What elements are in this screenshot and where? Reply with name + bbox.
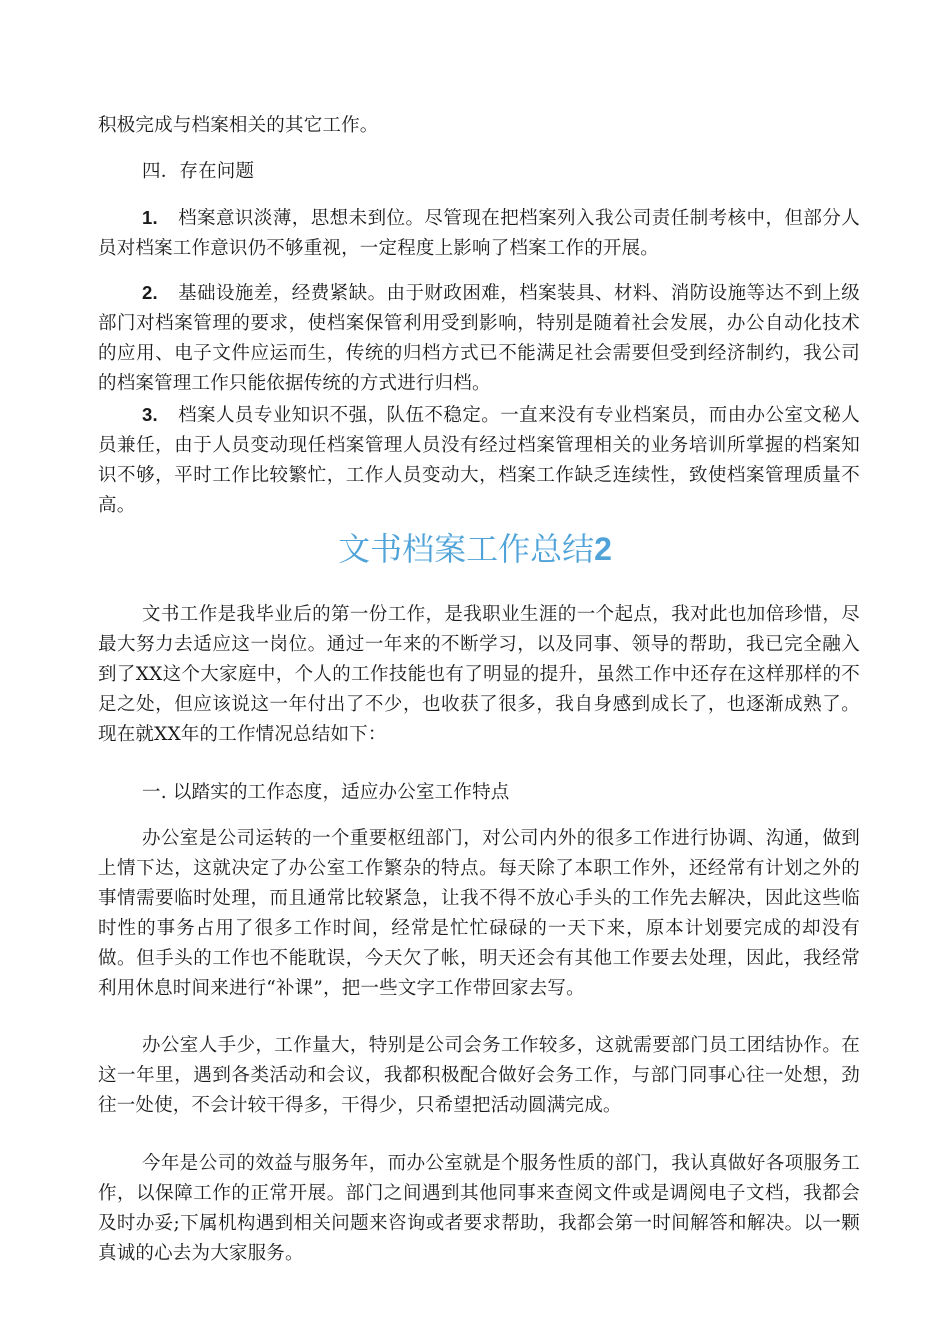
body-paragraph-2: 办公室人手少，工作量大，特别是公司会务工作较多，这就需要部门员工团结协作。在这一年里，遇到各类活动和会议，我都积极配合做好会务工作，与部门同事心往一处想，劲往一处使，不会计较干得多，干得少，只希望把活动圆满完成。 [98,1035,860,1116]
body-paragraph-1: 办公室是公司运转的一个重要枢纽部门，对公司内外的很多工作进行协调、沟通，做到上情下达，这就决定了办公室工作繁杂的特点。每天除了本职工作外，还经常有计划之外的事情需要临时处理，而且通常比较紧急，让我不得不放心手头的工作先去解决，因此这些临时性的事务占用了很多工作时间，经常是忙忙碌碌的一天下来，原本计划要完成的却没有做。但手头的工作也不能耽误，今天欠了帐，明天还会有其他工作要去处理，因此，我经常利用休息时间来进行“补课”，把一些文字工作带回家去写。 [98,828,860,999]
problem-item-3 [98,400,860,521]
title-number: 2 [594,531,612,567]
section-heading-problems: 四．存在问题 [142,161,255,182]
problem-item-1 [98,203,860,264]
title-text: 文书档案工作总结 [338,530,595,568]
item-number: 2. [142,282,158,303]
item-text: 档案人员专业知识不强，队伍不稳定。一直来没有专业档案员，而由办公室文秘人员兼任，由于人员变动现任档案管理人员没有经过档案管理相关的业务培训所掌握的档案知识不够，平时工作比较繁忙，工作人员变动大，档案工作缺乏连续性，致使档案管理质量不高。 [98,405,860,516]
item-text: 基础设施差，经费紧缺。由于财政困难，档案装具、材料、消防设施等达不到上级部门对档案管理的要求，使档案保管利用受到影响，特别是随着社会发展，办公自动化技术的应用、电子文件应运而生，传统的归档方式已不能满足社会需要但受到经济制约，我公司的档案管理工作只能依据传统的方式进行归档。 [98,283,860,394]
body-paragraph-3: 今年是公司的效益与服务年，而办公室就是个服务性质的部门，我认真做好各项服务工作，以保障工作的正常开展。部门之间遇到其他同事来查阅文件或是调阅电子文档，我都会及时办妥;下属机构遇到相关问题来咨询或者要求帮助，我都会第一时间解答和解决。以一颗真诚的心去为大家服务。 [98,1153,860,1264]
intro-paragraph: 文书工作是我毕业后的第一份工作，是我职业生涯的一个起点，我对此也加倍珍惜，尽最大努力去适应这一岗位。通过一年来的不断学习，以及同事、领导的帮助，我已完全融入到了XX这个大家庭中，个人的工作技能也有了明显的提升，虽然工作中还存在这样那样的不足之处，但应该说这一年付出了不少，也收获了很多，我自身感到成长了，也逐渐成熟了。现在就XX年的工作情况总结如下： [98,604,860,745]
item-number: 3. [142,404,158,425]
document-title [0,527,950,571]
problem-item-2 [98,278,860,399]
item-number: 1. [142,207,158,228]
paragraph-continuation: 积极完成与档案相关的其它工作。 [98,115,379,136]
item-text: 档案意识淡薄，思想未到位。尽管现在把档案列入我公司责任制考核中，但部分人员对档案工作意识仍不够重视，一定程度上影响了档案工作的开展。 [98,208,860,259]
section-heading-1: 一. 以踏实的工作态度，适应办公室工作特点 [142,782,510,803]
